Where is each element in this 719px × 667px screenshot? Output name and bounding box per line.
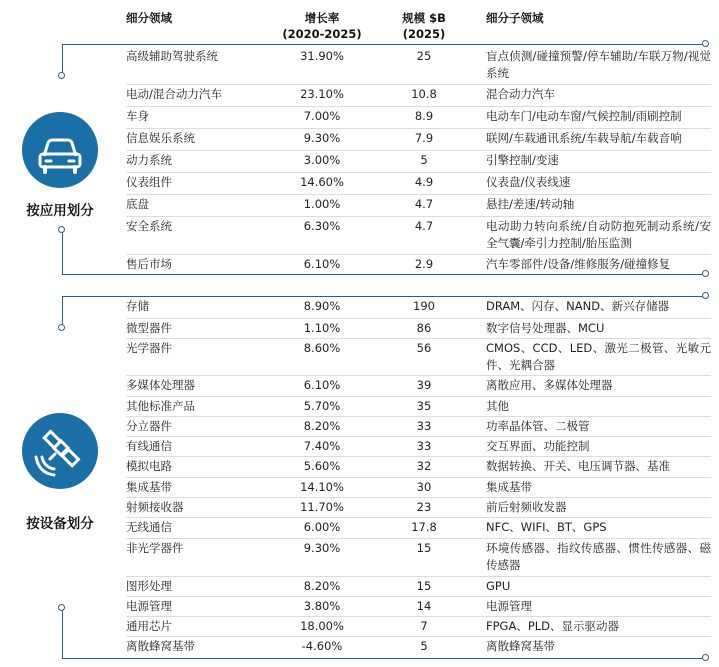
growth-rate: 5.70% <box>303 399 341 413</box>
market-size: 4.7 <box>414 219 434 233</box>
row-divider <box>126 636 711 637</box>
row-divider <box>126 216 711 217</box>
row-divider <box>126 576 711 577</box>
market-size: 33 <box>416 419 432 433</box>
growth-rate: 7.40% <box>303 439 341 453</box>
row-divider <box>126 254 711 255</box>
growth-rate: 31.90% <box>300 49 344 63</box>
market-size: 7 <box>420 619 428 633</box>
market-size: 30 <box>416 480 432 494</box>
sub-segments: 电动助力转向系统/自动防抱死制动系统/安全气囊/牵引力控制/胎压监测 <box>486 219 711 250</box>
segment-name: 光学器件 <box>126 341 172 355</box>
market-size: 2.9 <box>414 257 434 271</box>
growth-rate: 8.20% <box>303 579 341 593</box>
market-size: 15 <box>416 541 432 555</box>
row-divider <box>126 396 711 397</box>
market-size: 39 <box>416 378 432 392</box>
growth-rate: 6.10% <box>303 378 341 392</box>
row-divider <box>126 477 711 478</box>
sub-segments: 离散应用、多媒体处理器 <box>486 378 613 392</box>
row-divider <box>126 106 711 107</box>
market-size: 5 <box>420 639 428 653</box>
market-size: 23 <box>416 500 432 514</box>
growth-rate: 1.10% <box>303 321 341 335</box>
row-divider <box>126 84 711 85</box>
growth-rate: 14.10% <box>300 480 344 494</box>
row-divider <box>126 436 711 437</box>
growth-rate: 5.60% <box>303 459 341 473</box>
growth-rate: 8.20% <box>303 419 341 433</box>
segment-name: 动力系统 <box>126 153 172 167</box>
sub-segments: NFC、WIFI、BT、GPS <box>486 520 607 534</box>
segment-name: 分立器件 <box>126 419 172 433</box>
segment-name: 多媒体处理器 <box>126 378 195 392</box>
market-size: 10.8 <box>411 87 437 101</box>
market-size: 14 <box>416 599 432 613</box>
row-divider <box>126 128 711 129</box>
sub-segments: 引擎控制/变速 <box>486 153 559 167</box>
sub-segments: 仪表盘/仪表线速 <box>486 175 571 189</box>
growth-rate: 9.30% <box>303 131 341 145</box>
header-size-line1: 规模 $B <box>402 11 446 25</box>
market-size: 33 <box>416 439 432 453</box>
growth-rate: 8.90% <box>303 299 341 313</box>
market-size: 32 <box>416 459 432 473</box>
sub-segments: 盲点侦测/碰撞预警/停车辅助/车联万物/视觉系统 <box>486 49 711 80</box>
market-size: 86 <box>416 321 432 335</box>
growth-rate: 3.00% <box>303 153 341 167</box>
row-divider <box>126 194 711 195</box>
segment-name: 电动/混合动力汽车 <box>126 87 222 101</box>
car-icon <box>22 112 98 188</box>
row-divider <box>126 150 711 151</box>
sub-segments: 悬挂/差速/转动轴 <box>486 197 575 211</box>
market-size: 17.8 <box>411 520 437 534</box>
row-divider <box>126 517 711 518</box>
section-label-application: 按应用划分 <box>26 203 94 219</box>
segment-name: 信息娱乐系统 <box>126 131 195 145</box>
sub-segments: CMOS、CCD、LED、激光二极管、光敏元件、光耦合器 <box>486 341 711 372</box>
segment-name: 存储 <box>126 299 149 313</box>
sub-segments: 联网/车载通讯系统/车载导航/车载音响 <box>486 131 682 145</box>
row-divider <box>126 338 711 339</box>
segment-name: 非光学器件 <box>126 541 184 555</box>
satellite-icon <box>22 413 98 489</box>
row-divider <box>126 172 711 173</box>
segment-name: 射频接收器 <box>126 500 184 514</box>
sub-segments: 数字信号处理器、MCU <box>486 321 605 335</box>
segment-name: 电源管理 <box>126 599 172 613</box>
header-growth-line1: 增长率 <box>304 11 340 25</box>
segment-name: 通用芯片 <box>126 619 172 633</box>
growth-rate: 23.10% <box>300 87 344 101</box>
growth-rate: 6.00% <box>303 520 341 534</box>
header-segment: 细分领域 <box>126 11 172 25</box>
sub-segments: FPGA、PLD、显示驱动器 <box>486 619 620 633</box>
sub-segments: 集成基带 <box>486 480 532 494</box>
header-size <box>372 10 476 42</box>
section-label-device: 按设备划分 <box>26 516 94 532</box>
sub-segments: 离散蜂窝基带 <box>486 639 555 653</box>
segment-name: 高级辅助驾驶系统 <box>126 49 218 63</box>
row-divider <box>126 497 711 498</box>
growth-rate: 9.30% <box>303 541 341 555</box>
growth-rate: 1.00% <box>303 197 341 211</box>
market-size: 8.9 <box>414 109 434 123</box>
growth-rate: 6.10% <box>303 257 341 271</box>
growth-rate: 18.00% <box>300 619 344 633</box>
market-size: 4.9 <box>414 175 434 189</box>
growth-rate: 14.60% <box>300 175 344 189</box>
market-size: 7.9 <box>414 131 434 145</box>
sub-segments: 交互界面、功能控制 <box>486 439 590 453</box>
header-growth <box>262 10 382 42</box>
segment-name: 微型器件 <box>126 321 172 335</box>
sub-segments: 环境传感器、指纹传感器、惯性传感器、磁传感器 <box>486 541 711 572</box>
segment-name: 仪表组件 <box>126 175 172 189</box>
growth-rate: 7.00% <box>303 109 341 123</box>
market-size: 35 <box>416 399 432 413</box>
sub-segments: 电源管理 <box>486 599 532 613</box>
growth-rate: 8.60% <box>303 341 341 355</box>
market-size: 190 <box>413 299 435 313</box>
header-growth-line2: (2020-2025) <box>282 27 362 41</box>
row-divider <box>126 456 711 457</box>
segment-name: 安全系统 <box>126 219 172 233</box>
row-divider <box>126 596 711 597</box>
sub-segments: 电动车门/电动车窗/气候控制/雨刷控制 <box>486 109 682 123</box>
header-size-line2: (2025) <box>402 27 446 41</box>
sub-segments: DRAM、闪存、NAND、新兴存储器 <box>486 299 670 313</box>
segment-name: 底盘 <box>126 197 149 211</box>
segment-name: 离散蜂窝基带 <box>126 639 195 653</box>
market-size: 15 <box>416 579 432 593</box>
segment-name: 模拟电路 <box>126 459 172 473</box>
growth-rate: 6.30% <box>303 219 341 233</box>
market-size: 25 <box>416 49 432 63</box>
segment-name: 图形处理 <box>126 579 172 593</box>
growth-rate: -4.60% <box>301 639 343 653</box>
sub-segments: 数据转换、开关、电压调节器、基准 <box>486 459 670 473</box>
sub-segments: GPU <box>486 579 511 593</box>
row-divider <box>126 318 711 319</box>
growth-rate: 11.70% <box>300 500 344 514</box>
segment-name: 车身 <box>126 109 149 123</box>
sub-segments: 功率晶体管、二极管 <box>486 419 590 433</box>
growth-rate: 3.80% <box>303 599 341 613</box>
sub-segments: 其他 <box>486 399 509 413</box>
header-subsegment: 细分子领域 <box>486 11 544 25</box>
market-size: 5 <box>420 153 428 167</box>
sub-segments: 汽车零部件/设备/维修服务/碰撞修复 <box>486 257 671 271</box>
market-size: 4.7 <box>414 197 434 211</box>
segment-name: 有线通信 <box>126 439 172 453</box>
row-divider <box>126 375 711 376</box>
row-divider <box>126 616 711 617</box>
segment-name: 无线通信 <box>126 520 172 534</box>
row-divider <box>126 538 711 539</box>
segment-name: 售后市场 <box>126 257 172 271</box>
sub-segments: 混合动力汽车 <box>486 87 555 101</box>
sub-segments: 前后射频收发器 <box>486 500 567 514</box>
segment-name: 集成基带 <box>126 480 172 494</box>
market-size: 56 <box>416 341 432 355</box>
segment-name: 其他标准产品 <box>126 399 195 413</box>
row-divider <box>126 416 711 417</box>
